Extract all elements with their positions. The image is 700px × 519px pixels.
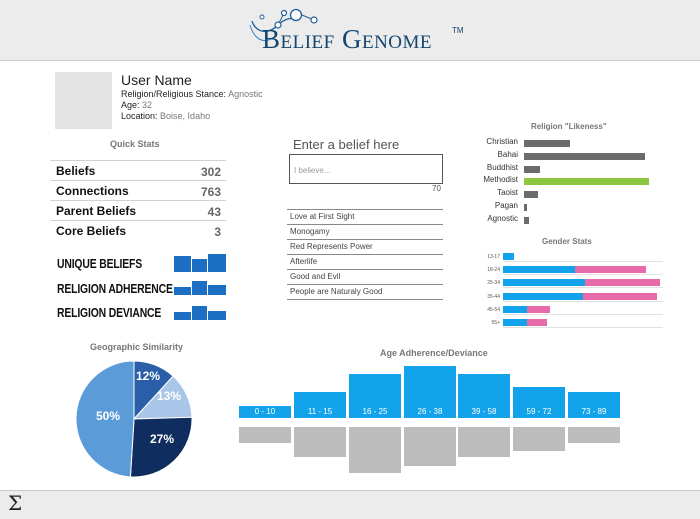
gender-age-label: 25-34: [487, 280, 500, 287]
adherence-bar[interactable]: [513, 387, 565, 418]
unique-beliefs-label[interactable]: UNIQUE BELIEFS: [57, 256, 143, 271]
stat-value: 302: [200, 165, 221, 179]
user-stance: [121, 89, 263, 99]
gridline: [503, 301, 663, 302]
belief-list-item[interactable]: Love at First Sight: [287, 210, 443, 225]
stat-label: Parent Beliefs: [56, 204, 137, 218]
religion-likeness-label: Agnostic: [487, 213, 518, 223]
religion-likeness-label: Methodist: [483, 175, 518, 185]
age-range-label: 39 - 58: [471, 407, 497, 416]
stat-label: Connections: [56, 184, 129, 198]
footer-bar: [0, 490, 700, 519]
adherence-bar[interactable]: [458, 374, 510, 418]
gender-female-bar: [583, 293, 657, 300]
gender-age-label: 35-44: [487, 293, 500, 300]
religion-likeness-label: Pagan: [494, 201, 518, 210]
gridline: [503, 327, 663, 328]
gender-age-label: 18-24: [487, 267, 500, 274]
gender-stat-row[interactable]: [503, 319, 660, 326]
stat-row-connections[interactable]: [50, 181, 226, 201]
age-range-label: 11 - 15: [307, 407, 333, 416]
gender-age-label: 45-54: [487, 306, 500, 313]
gender-stats-title: Gender Stats: [542, 237, 592, 246]
gender-female-bar: [575, 266, 646, 273]
deviance-bar[interactable]: [349, 427, 401, 473]
spark-bar: [192, 306, 207, 320]
age-range-label: 16 - 25: [362, 407, 388, 416]
religion-likeness-bar[interactable]: [524, 204, 527, 211]
stat-label: Core Beliefs: [56, 224, 127, 238]
user-stance-value: Agnostic: [228, 89, 263, 99]
pie-slice-label: 50%: [96, 409, 121, 423]
gender-stat-row[interactable]: [503, 293, 660, 300]
gridline: [503, 274, 663, 275]
gender-male-bar: [503, 306, 527, 313]
deviance-bar[interactable]: [294, 427, 346, 457]
app-title: Belief Genome: [262, 24, 433, 54]
avatar[interactable]: [55, 72, 112, 129]
char-count: 70: [432, 184, 441, 193]
gender-age-label: 13-17: [487, 254, 500, 260]
gender-stat-row[interactable]: [503, 306, 660, 313]
spark-bar: [174, 312, 191, 320]
user-name: User Name: [121, 72, 192, 88]
pie-slice-label: 12%: [136, 369, 161, 383]
religion-likeness-title: Religion "Likeness": [531, 122, 607, 131]
gender-male-bar: [503, 319, 527, 326]
belief-list-item[interactable]: Monogamy: [287, 225, 443, 240]
belief-list-item[interactable]: Good and Evil: [287, 270, 443, 285]
adherence-bar[interactable]: [239, 406, 291, 418]
user-location: [121, 111, 210, 121]
deviance-bar[interactable]: [404, 427, 456, 466]
deviance-bar[interactable]: [568, 427, 620, 443]
belief-list-item[interactable]: Red Represents Power: [287, 240, 443, 255]
gender-stat-row[interactable]: [503, 266, 660, 273]
adherence-bar[interactable]: [294, 392, 346, 418]
age-range-label: 59 - 72: [526, 407, 552, 416]
adherence-bar[interactable]: [568, 392, 620, 418]
pie-slice[interactable]: [130, 417, 192, 477]
age-range-label: 26 - 38: [417, 407, 443, 416]
gender-male-bar: [503, 293, 583, 300]
gender-age-label: 55+: [491, 320, 500, 326]
user-stance-label: Religion/Religious Stance:: [121, 89, 227, 99]
gender-stat-row[interactable]: [503, 253, 660, 260]
spark-bar: [192, 281, 207, 295]
user-location-label: Location:: [121, 111, 158, 121]
geographic-similarity-pie: [75, 360, 193, 478]
geographic-similarity-title: Geographic Similarity: [90, 342, 184, 352]
adherence-bar[interactable]: [349, 374, 401, 418]
religion-likeness-bar[interactable]: [524, 191, 538, 198]
stat-row-parent-beliefs[interactable]: [50, 201, 226, 221]
gridline: [503, 287, 663, 288]
user-location-value: Boise, Idaho: [160, 111, 211, 121]
gender-female-bar: [585, 279, 660, 286]
religion-likeness-bar[interactable]: [524, 217, 529, 224]
quick-stats-title: Quick Stats: [110, 139, 160, 149]
age-range-label: 0 - 10: [254, 407, 276, 416]
belief-prompt: Enter a belief here: [293, 137, 400, 152]
gender-female-bar: [527, 319, 547, 326]
religion-likeness-label: Taoist: [497, 188, 518, 198]
adherence-bar[interactable]: [404, 366, 456, 418]
sigma-icon[interactable]: Σ: [8, 491, 23, 515]
user-age-label: Age:: [121, 100, 140, 110]
pie-slice-label: 27%: [150, 432, 175, 446]
religion-likeness-label: Christian: [486, 137, 518, 146]
religion-deviance-sparkbar: [174, 306, 226, 320]
gridline: [503, 261, 663, 262]
deviance-bar[interactable]: [458, 427, 510, 457]
religion-likeness-bar[interactable]: [524, 166, 540, 173]
stat-value: 43: [207, 205, 221, 219]
religion-deviance-label[interactable]: RELIGION DEVIANCE: [57, 305, 162, 320]
spark-bar: [174, 287, 191, 295]
age-range-label: 73 - 89: [581, 407, 607, 416]
stat-value: 3: [214, 225, 221, 239]
gender-male-bar: [503, 253, 514, 260]
belief-list-item[interactable]: People are Naturaly Good: [287, 285, 443, 300]
spark-bar: [174, 256, 191, 272]
user-age-value: 32: [142, 100, 153, 110]
spark-bar: [208, 285, 226, 295]
religion-likeness-label: Bahai: [497, 149, 518, 159]
religion-likeness-bar[interactable]: [524, 140, 570, 147]
religion-likeness-label: Buddhist: [486, 162, 518, 172]
deviance-bar[interactable]: [239, 427, 291, 443]
religion-adherence-label[interactable]: RELIGION ADHERENCE: [57, 281, 173, 296]
deviance-bar[interactable]: [513, 427, 565, 451]
gridline: [503, 314, 663, 315]
religion-likeness-bar[interactable]: [524, 178, 649, 185]
gender-male-bar: [503, 266, 575, 273]
spark-bar: [192, 259, 207, 272]
religion-likeness-bar[interactable]: [524, 153, 645, 160]
user-age: [121, 100, 152, 110]
gender-stat-row[interactable]: [503, 279, 660, 286]
stat-row-core-beliefs[interactable]: [50, 221, 226, 241]
religion-adherence-sparkbar: [174, 281, 226, 295]
pie-slice-label: 13%: [157, 389, 182, 403]
stat-row-beliefs[interactable]: [50, 161, 226, 181]
gender-female-bar: [527, 306, 551, 313]
stat-label: Beliefs: [56, 164, 96, 178]
spark-bar: [208, 311, 226, 320]
trademark-mark: TM: [452, 26, 464, 35]
stat-value: 763: [200, 185, 221, 199]
age-adherence-title: Age Adherence/Deviance: [380, 348, 488, 358]
belief-list-item[interactable]: Afterlife: [287, 255, 443, 270]
unique-beliefs-sparkbar: [174, 254, 226, 272]
belief-input[interactable]: I believe...: [289, 154, 443, 184]
spark-bar: [208, 254, 226, 272]
gender-male-bar: [503, 279, 585, 286]
